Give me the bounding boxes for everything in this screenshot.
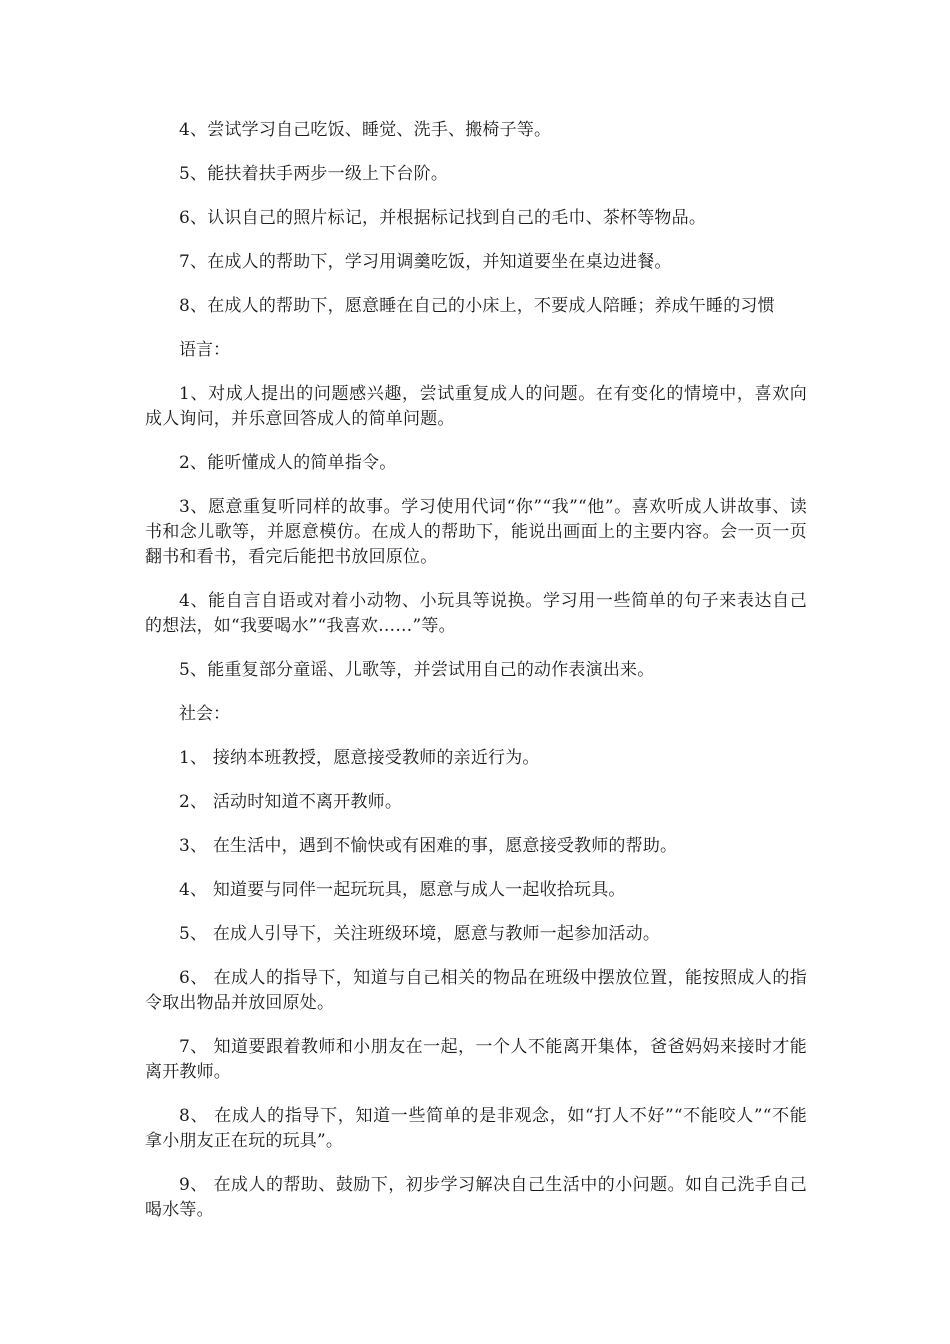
section-heading-language: 语言：	[179, 340, 230, 360]
paragraph-social-8: 8、 在成人的指导下，知道一些简单的是非观念，如“打人不好”“不能咬人”“不能拿小朋友正在玩的玩具”。	[145, 1106, 807, 1151]
paragraph-self-care-5: 5、能扶着扶手两步一级上下台阶。	[179, 164, 449, 184]
paragraph-social-5: 5、 在成人引导下，关注班级环境，愿意与教师一起参加活动。	[179, 924, 661, 944]
paragraph-social-7: 7、 知道要跟着教师和小朋友在一起，一个人不能离开集体，爸爸妈妈来接时才能离开教师。	[145, 1037, 807, 1082]
section-heading-social: 社会：	[179, 704, 230, 724]
paragraph-social-6: 6、 在成人的指导下，知道与自己相关的物品在班级中摆放位置，能按照成人的指令取出物品并放回原处。	[145, 968, 807, 1013]
paragraph-language-5: 5、能重复部分童谣、儿歌等，并尝试用自己的动作表演出来。	[179, 660, 655, 680]
paragraph-language-3: 3、愿意重复听同样的故事。学习使用代词“你”“我”“他”。喜欢听成人讲故事、读书和念儿歌等，并愿意模仿。在成人的帮助下，能说出画面上的主要内容。会一页一页翻书和看书，看完后能把书放回原位。	[145, 497, 807, 567]
paragraph-social-2: 2、 活动时知道不离开教师。	[179, 792, 403, 812]
paragraph-language-4: 4、能自言自语或对着小动物、小玩具等说换。学习用一些简单的句子来表达自己的想法，如“我要喝水”“我喜欢……”等。	[145, 591, 807, 636]
document-body	[145, 118, 807, 1242]
paragraph-self-care-4: 4、尝试学习自己吃饭、睡觉、洗手、搬椅子等。	[179, 120, 552, 140]
paragraph-self-care-8: 8、在成人的帮助下，愿意睡在自己的小床上，不要成人陪睡；养成午睡的习惯	[179, 296, 775, 316]
paragraph-language-1: 1、对成人提出的问题感兴趣，尝试重复成人的问题。在有变化的情境中，喜欢向成人询问，并乐意回答成人的简单问题。	[145, 384, 807, 429]
paragraph-self-care-6: 6、认识自己的照片标记，并根据标记找到自己的毛巾、茶杯等物品。	[179, 208, 707, 228]
paragraph-language-2: 2、能听懂成人的简单指令。	[179, 453, 397, 473]
paragraph-social-4: 4、 知道要与同伴一起玩玩具，愿意与成人一起收拾玩具。	[179, 880, 626, 900]
paragraph-social-3: 3、 在生活中，遇到不愉快或有困难的事，愿意接受教师的帮助。	[179, 836, 678, 856]
paragraph-social-1: 1、 接纳本班教授，愿意接受教师的亲近行为。	[179, 748, 540, 768]
paragraph-social-9: 9、 在成人的帮助、鼓励下，初步学习解决自己生活中的小问题。如自己洗手自己喝水等。	[145, 1175, 807, 1220]
paragraph-self-care-7: 7、在成人的帮助下，学习用调羹吃饭，并知道要坐在桌边进餐。	[179, 252, 672, 272]
